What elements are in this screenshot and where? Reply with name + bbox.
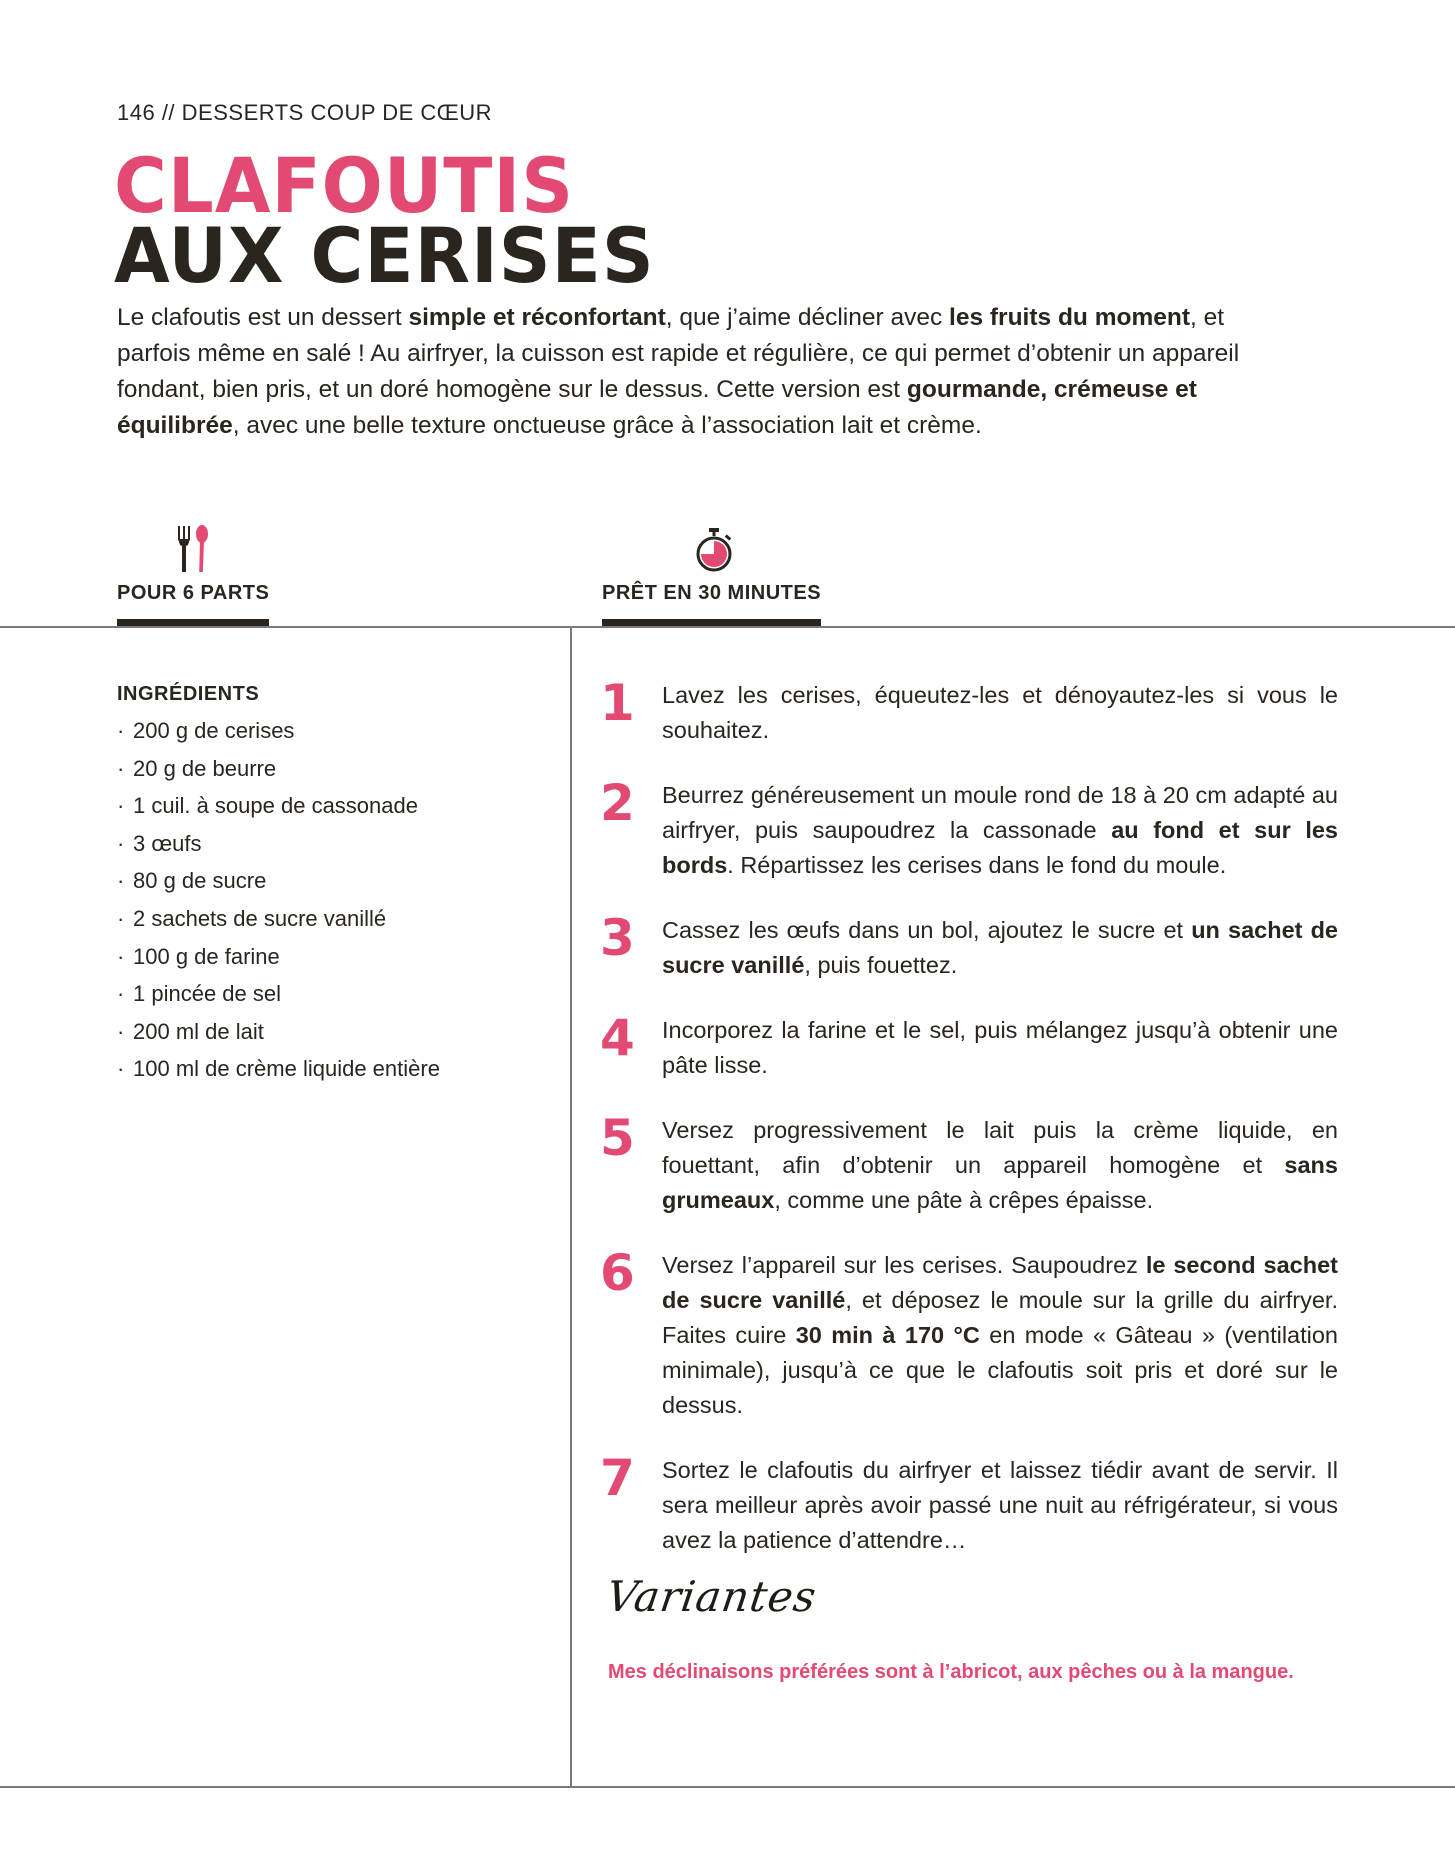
ingredient-item bbox=[117, 825, 440, 863]
ingredient-text: 200 ml de lait bbox=[133, 1018, 264, 1044]
bullet-icon: · bbox=[117, 793, 125, 819]
servings-label: POUR 6 PARTS bbox=[117, 582, 270, 604]
intro-text: , et parfois même en salé ! Au airfryer, la cuisson est rapide et régulière, ce qui permet d’obtenir un appareil fondant, bien pris, et un doré homogène sur le dessus. Cette version est bbox=[117, 304, 1240, 403]
intro-text: , que j’aime décliner avec bbox=[665, 304, 950, 331]
step-emphasis: sans grumeaux bbox=[662, 1152, 1338, 1213]
steps-list bbox=[600, 674, 1340, 1588]
step-emphasis: le second sachet de sucre vanillé bbox=[662, 1252, 1339, 1313]
time-label: PRÊT EN 30 MINUTES bbox=[602, 582, 822, 604]
step-plain-text: Incorporez la farine et le sel, puis mélangez jusqu’à obtenir une pâte lisse. bbox=[662, 1017, 1338, 1078]
recipe-title-line-2: AUX CERISES bbox=[114, 211, 655, 300]
recipe-title-line-1: CLAFOUTIS bbox=[114, 141, 575, 230]
step-emphasis: au fond et sur les bords bbox=[662, 817, 1338, 878]
step-item bbox=[600, 1009, 1340, 1083]
step-item bbox=[600, 774, 1340, 883]
bullet-icon: · bbox=[117, 868, 125, 894]
intro-text: Le clafoutis est un dessert bbox=[117, 304, 409, 331]
bottom-divider bbox=[0, 1786, 1455, 1788]
step-plain-text: Beurrez généreusement un moule rond de 18 à 20 cm adapté au airfryer, puis saupoudrez la cassonade bbox=[662, 782, 1338, 843]
ingredient-item bbox=[117, 787, 440, 825]
ingredient-item bbox=[117, 938, 440, 976]
ingredient-item bbox=[117, 975, 440, 1013]
bullet-icon: · bbox=[117, 981, 125, 1007]
step-plain-text: . Répartissez les cerises dans le fond du moule. bbox=[727, 852, 1227, 878]
step-emphasis: 30 min à 170 °C bbox=[795, 1322, 980, 1348]
step-plain-text: Versez progressivement le lait puis la crème liquide, en fouettant, afin d’obtenir un appareil homogène et bbox=[662, 1117, 1338, 1178]
step-plain-text: , puis fouettez. bbox=[804, 952, 958, 978]
step-number: 3 bbox=[600, 909, 635, 967]
ingredients-heading: INGRÉDIENTS bbox=[117, 683, 260, 705]
step-plain-text: Versez l’appareil sur les cerises. Saupoudrez bbox=[662, 1252, 1146, 1278]
variantes-title: Variantes bbox=[603, 1572, 820, 1621]
step-text bbox=[662, 678, 1338, 748]
ingredient-text: 2 sachets de sucre vanillé bbox=[133, 905, 387, 931]
step-text bbox=[662, 913, 1338, 983]
ingredient-item bbox=[117, 900, 440, 938]
bullet-icon: · bbox=[117, 830, 125, 856]
step-text bbox=[662, 1453, 1338, 1558]
step-plain-text: Sortez le clafoutis du airfryer et laissez tiédir avant de servir. Il sera meilleur après avoir passé une nuit au réfrigérateur, si vous avez la patience d’attendre… bbox=[662, 1457, 1338, 1553]
ingredient-text: 1 cuil. à soupe de cassonade bbox=[133, 793, 418, 819]
timer-icon bbox=[694, 526, 734, 576]
step-plain-text: en mode « Gâteau » (ventilation minimale), jusqu’à ce que le clafoutis soit pris et doré sur le dessus. bbox=[662, 1322, 1338, 1418]
step-text bbox=[662, 1013, 1338, 1083]
step-number: 1 bbox=[600, 674, 635, 732]
bullet-icon: · bbox=[117, 755, 125, 781]
ingredient-item bbox=[117, 1013, 440, 1051]
step-text bbox=[662, 778, 1338, 883]
ingredient-text: 3 œufs bbox=[133, 830, 202, 856]
ingredient-text: 100 g de farine bbox=[133, 943, 280, 969]
step-number: 7 bbox=[600, 1449, 635, 1507]
variantes-text: Mes déclinaisons préférées sont à l’abricot, aux pêches ou à la mangue. bbox=[608, 1661, 1294, 1683]
column-divider bbox=[570, 627, 572, 1787]
ingredient-item bbox=[117, 1050, 440, 1088]
step-text bbox=[662, 1248, 1338, 1423]
step-item bbox=[600, 1449, 1340, 1558]
ingredients-list bbox=[117, 712, 440, 1088]
bullet-icon: · bbox=[117, 718, 125, 743]
intro-paragraph bbox=[117, 300, 1267, 444]
cutlery-icon bbox=[174, 524, 214, 574]
ingredient-text: 200 g de cerises bbox=[133, 718, 295, 743]
step-text bbox=[662, 1113, 1338, 1218]
step-number: 2 bbox=[600, 774, 635, 832]
step-number: 4 bbox=[600, 1009, 635, 1067]
page-header: 146 // DESSERTS COUP DE CŒUR bbox=[117, 100, 493, 125]
bullet-icon: · bbox=[117, 1018, 125, 1044]
ingredient-item bbox=[117, 862, 440, 900]
ingredient-item bbox=[117, 750, 440, 788]
ingredient-text: 1 pincée de sel bbox=[133, 981, 281, 1007]
ingredient-text: 100 ml de crème liquide entière bbox=[133, 1056, 440, 1082]
intro-emphasis: les fruits du moment bbox=[949, 304, 1190, 331]
step-item bbox=[600, 674, 1340, 748]
step-item bbox=[600, 1244, 1340, 1423]
ingredient-item bbox=[117, 712, 440, 750]
step-item bbox=[600, 909, 1340, 983]
bullet-icon: · bbox=[117, 943, 125, 969]
intro-emphasis: gourmande, crémeuse et équilibrée bbox=[117, 376, 1197, 439]
step-plain-text: , comme une pâte à crêpes épaisse. bbox=[774, 1187, 1154, 1213]
intro-emphasis: simple et réconfortant bbox=[408, 304, 666, 331]
step-plain-text: , et déposez le moule sur la grille du airfryer. Faites cuire bbox=[662, 1287, 1338, 1348]
step-emphasis: un sachet de sucre vanillé bbox=[662, 917, 1339, 978]
step-plain-text: Cassez les œufs dans un bol, ajoutez le sucre et bbox=[662, 917, 1192, 943]
ingredient-text: 20 g de beurre bbox=[133, 755, 277, 781]
step-plain-text: Lavez les cerises, équeutez-les et dénoyautez-les si vous le souhaitez. bbox=[662, 682, 1338, 743]
ingredient-text: 80 g de sucre bbox=[133, 868, 267, 894]
step-item bbox=[600, 1109, 1340, 1218]
bullet-icon: · bbox=[117, 1056, 125, 1082]
bullet-icon: · bbox=[117, 905, 125, 931]
step-number: 6 bbox=[600, 1244, 635, 1302]
intro-text: , avec une belle texture onctueuse grâce à l’association lait et crème. bbox=[232, 412, 982, 439]
top-divider bbox=[0, 626, 1455, 628]
step-number: 5 bbox=[600, 1109, 635, 1167]
